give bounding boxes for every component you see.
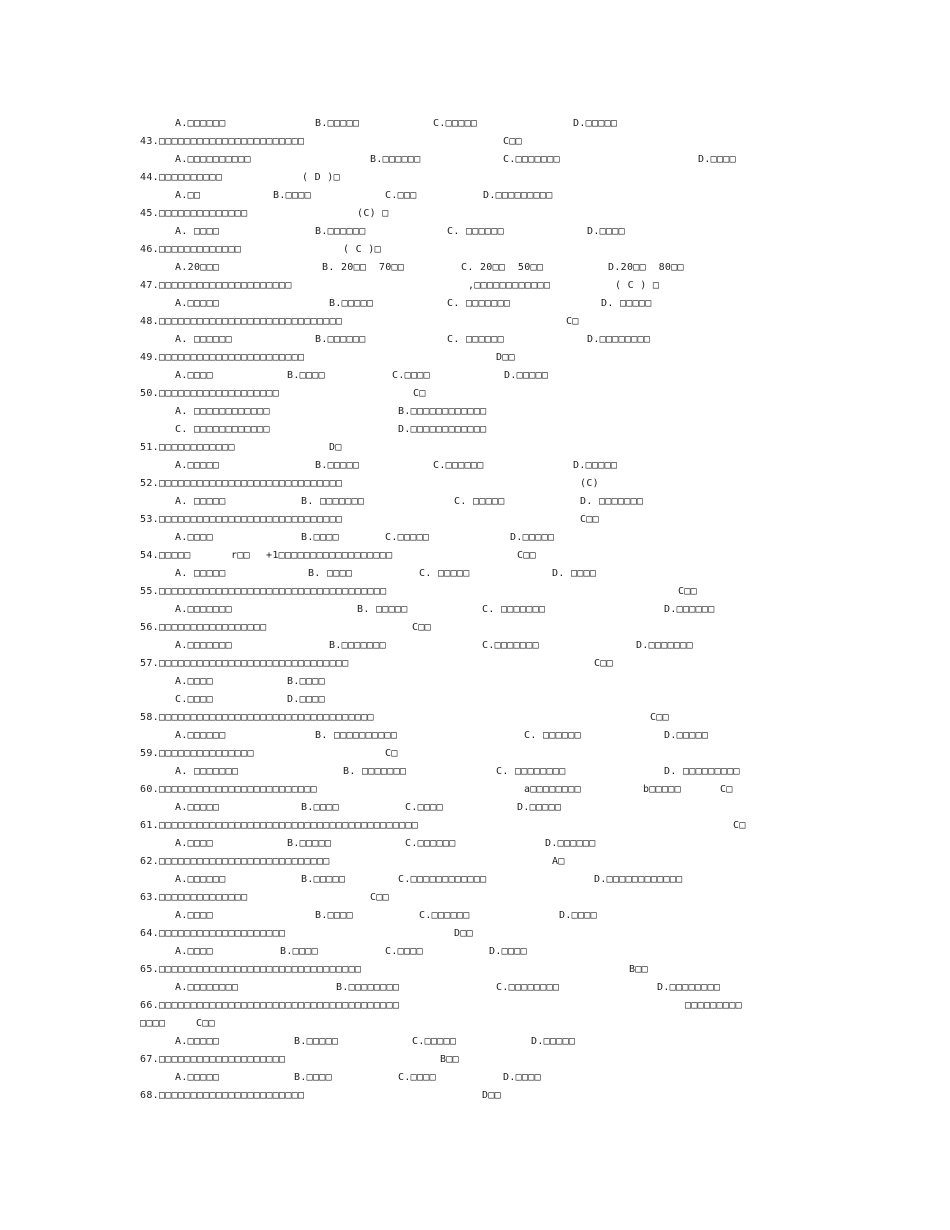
text-fragment: B.□□□□ [301,802,339,813]
text-fragment: D.□□□□□□□□□□□□ [398,424,487,435]
text-fragment: B. □□□□ [308,568,353,579]
question-line: A.□□□□□□ [175,118,226,129]
question-line: 55.□□□□□□□□□□□□□□□□□□□□□□□□□□□□□□□□□□□□ [140,586,387,597]
question-line: 63.□□□□□□□□□□□□□□ [140,892,248,903]
question-line: 57.□□□□□□□□□□□□□□□□□□□□□□□□□□□□□□ [140,658,349,669]
text-fragment: (C) [580,478,599,489]
question-line: 52.□□□□□□□□□□□□□□□□□□□□□□□□□□□□□ [140,478,343,489]
text-fragment: C.□□□ [385,190,417,201]
text-fragment: B□□ [440,1054,459,1065]
question-line: A. □□□□□□□□□□□□ [175,406,270,417]
text-fragment: C□□ [503,136,522,147]
text-fragment: C. □□□□□ [419,568,470,579]
text-fragment: B.□□□□□ [301,874,346,885]
text-fragment: C□□ [580,514,599,525]
text-fragment: C□□ [370,892,389,903]
question-line: A. □□□□□ [175,568,226,579]
text-fragment: B. □□□□□□□ [343,766,407,777]
question-line: A.□□□□□□ [175,874,226,885]
text-fragment: C□□ [196,1018,215,1029]
text-fragment: B. □□□□□ [357,604,408,615]
question-line: □□□□ [140,1018,166,1029]
question-line: A.□□□□□ [175,1036,220,1047]
question-line: 61.□□□□□□□□□□□□□□□□□□□□□□□□□□□□□□□□□□□□□□□□□ [140,820,419,831]
text-fragment: □□□□□□□□□ [685,1000,742,1011]
text-fragment: C.□□□□□□□ [503,154,560,165]
text-fragment: C. □□□□□□ [524,730,581,741]
text-fragment: C.□□□□□□ [433,460,484,471]
text-fragment: C.□□□□□□□ [482,640,539,651]
text-fragment: C□□ [678,586,697,597]
text-fragment: B.□□□□□□□ [329,640,386,651]
text-fragment: C□ [413,388,426,399]
question-line: A.□□ [175,190,201,201]
question-line: 65.□□□□□□□□□□□□□□□□□□□□□□□□□□□□□□□□ [140,964,362,975]
text-fragment: D.□□□□□□□□□ [483,190,553,201]
question-line: A.□□□□ [175,946,213,957]
text-fragment: B. □□□□□□□ [301,496,365,507]
text-fragment: C.□□□□ [385,946,423,957]
text-fragment: D□□ [454,928,473,939]
text-fragment: B.□□□□ [273,190,311,201]
text-fragment: D.□□□□□ [664,730,709,741]
text-fragment: D.□□□□ [503,1072,541,1083]
question-line: A. □□□□□□□ [175,766,239,777]
question-line: A. □□□□□□ [175,334,232,345]
question-line: 60.□□□□□□□□□□□□□□□□□□□□□□□□□ [140,784,317,795]
text-fragment: D.□□□□ [559,910,597,921]
text-fragment: C.□□□□ [405,802,443,813]
text-fragment: D. □□□□ [552,568,597,579]
question-line: 62.□□□□□□□□□□□□□□□□□□□□□□□□□□□ [140,856,330,867]
question-line: A.□□□□ [175,676,213,687]
question-line: 67.□□□□□□□□□□□□□□□□□□□□ [140,1054,286,1065]
text-fragment: B.□□□□ [287,676,325,687]
text-fragment: C□□ [594,658,613,669]
text-fragment: ( C )□ [343,244,381,255]
question-line: 47.□□□□□□□□□□□□□□□□□□□□□ [140,280,292,291]
question-line: A.□□□□□□□ [175,604,232,615]
question-line: 50.□□□□□□□□□□□□□□□□□□□ [140,388,280,399]
text-fragment: D.□□□□□□□□□□□□ [594,874,683,885]
text-fragment: C□ [385,748,398,759]
text-fragment: D. □□□□□ [601,298,652,309]
text-fragment: a□□□□□□□□ [524,784,581,795]
text-fragment: B.□□□□□ [329,298,374,309]
text-fragment: B.□□□□□□ [315,226,366,237]
text-fragment: B.□□□□□□ [315,334,366,345]
question-line: 68.□□□□□□□□□□□□□□□□□□□□□□□ [140,1090,305,1101]
question-line: A.□□□□ [175,910,213,921]
text-fragment: +1□□□□□□□□□□□□□□□□□□ [266,550,393,561]
text-fragment: C.□□□□ [398,1072,436,1083]
text-fragment: B.□□□□□□ [370,154,421,165]
text-fragment: C.□□□□□□□□ [496,982,560,993]
text-fragment: B.□□□□□ [315,118,360,129]
question-line: A.□□□□ [175,532,213,543]
question-line: 53.□□□□□□□□□□□□□□□□□□□□□□□□□□□□□ [140,514,343,525]
question-line: 56.□□□□□□□□□□□□□□□□□ [140,622,267,633]
question-line: 66.□□□□□□□□□□□□□□□□□□□□□□□□□□□□□□□□□□□□□□ [140,1000,400,1011]
text-fragment: B. □□□□□□□□□□ [315,730,398,741]
text-fragment: D.□□□□□□□□ [657,982,721,993]
text-fragment: D.□□□□□□□ [636,640,693,651]
question-line: A.□□□□□□□ [175,640,232,651]
question-line: A.□□□□□ [175,298,220,309]
question-line: A. □□□□□ [175,496,226,507]
text-fragment: C.□□□□□ [433,118,478,129]
question-line: 49.□□□□□□□□□□□□□□□□□□□□□□□ [140,352,305,363]
text-fragment: D.□□□□□ [504,370,549,381]
question-line: C. □□□□□□□□□□□□ [175,424,270,435]
text-fragment: C.□□□□□□ [405,838,456,849]
text-fragment: B.□□□□□□□□ [336,982,400,993]
question-line: C.□□□□ [175,694,213,705]
text-fragment: C□□ [650,712,669,723]
text-fragment: D.20□□ 80□□ [608,262,684,273]
question-line: A.□□□□□ [175,802,220,813]
text-fragment: D. □□□□□□□ [580,496,644,507]
question-line: 48.□□□□□□□□□□□□□□□□□□□□□□□□□□□□□ [140,316,343,327]
text-fragment: D□ [329,442,342,453]
text-fragment: D.□□□□□ [573,460,618,471]
question-line: A.□□□□□□ [175,730,226,741]
text-fragment: ,□□□□□□□□□□□□ [468,280,551,291]
text-fragment: B. 20□□ 70□□ [322,262,405,273]
text-fragment: C. □□□□□□□□ [496,766,566,777]
question-line: 51.□□□□□□□□□□□□ [140,442,235,453]
text-fragment: C□□ [412,622,431,633]
text-fragment: C.□□□□□ [385,532,430,543]
text-fragment: D.□□□□□ [517,802,562,813]
question-line: 64.□□□□□□□□□□□□□□□□□□□□ [140,928,286,939]
question-line: 44.□□□□□□□□□□ [140,172,223,183]
question-line: 43.□□□□□□□□□□□□□□□□□□□□□□□ [140,136,305,147]
text-fragment: C.□□□□□□□□□□□□ [398,874,487,885]
text-fragment: B.□□□□ [315,910,353,921]
text-fragment: C. □□□□□ [454,496,505,507]
text-fragment: ( C ) □ [615,280,660,291]
question-line: A.□□□□ [175,838,213,849]
question-line: A.□□□□ [175,370,213,381]
text-fragment: ( D )□ [302,172,340,183]
text-fragment: D.□□□□□ [531,1036,576,1047]
text-fragment: D.□□□□ [587,226,625,237]
question-line: 54.□□□□□ [140,550,191,561]
text-fragment: D.□□□□□□ [664,604,715,615]
text-fragment: B.□□□□□ [294,1036,339,1047]
question-line: A.□□□□□ [175,460,220,471]
text-fragment: C.□□□□□□ [419,910,470,921]
text-fragment: B.□□□□□□□□□□□□ [398,406,487,417]
text-fragment: D.□□□□□□ [545,838,596,849]
text-fragment: C. □□□□□□ [447,226,504,237]
question-line: A.□□□□□□□□□□ [175,154,251,165]
question-line: 59.□□□□□□□□□□□□□□□ [140,748,254,759]
text-fragment: b□□□□□ [643,784,681,795]
question-line: 46.□□□□□□□□□□□□□ [140,244,242,255]
text-fragment: A□ [552,856,565,867]
text-fragment: C. □□□□□□□ [447,298,511,309]
text-fragment: D.□□□□ [698,154,736,165]
question-line: A.□□□□□□□□ [175,982,239,993]
text-fragment: C□ [566,316,579,327]
question-line: A.20□□□ [175,262,220,273]
text-fragment: B□□ [629,964,648,975]
text-fragment: D.□□□□□ [510,532,555,543]
text-fragment: C□ [720,784,733,795]
text-fragment: C□□ [517,550,536,561]
question-line: 45.□□□□□□□□□□□□□□ [140,208,248,219]
text-fragment: C□ [733,820,746,831]
text-fragment: D.□□□□ [489,946,527,957]
text-fragment: C.□□□□□ [412,1036,457,1047]
text-fragment: B.□□□□ [287,370,325,381]
text-fragment: C. □□□□□□ [447,334,504,345]
text-fragment: D.□□□□ [287,694,325,705]
text-fragment: C. 20□□ 50□□ [461,262,544,273]
text-fragment: (C) □ [357,208,389,219]
text-fragment: B.□□□□ [294,1072,332,1083]
text-fragment: C. □□□□□□□ [482,604,546,615]
text-fragment: B.□□□□ [301,532,339,543]
text-fragment: D□□ [482,1090,501,1101]
text-fragment: r□□ [231,550,250,561]
text-fragment: D. □□□□□□□□□ [664,766,740,777]
text-fragment: B.□□□□ [280,946,318,957]
question-line: A.□□□□□ [175,1072,220,1083]
text-fragment: D□□ [496,352,515,363]
text-fragment: D.□□□□□□□□ [587,334,651,345]
text-fragment: B.□□□□□ [287,838,332,849]
text-fragment: B.□□□□□ [315,460,360,471]
text-fragment: D.□□□□□ [573,118,618,129]
question-line: 58.□□□□□□□□□□□□□□□□□□□□□□□□□□□□□□□□□□ [140,712,374,723]
text-fragment: C.□□□□ [392,370,430,381]
question-line: A. □□□□ [175,226,220,237]
